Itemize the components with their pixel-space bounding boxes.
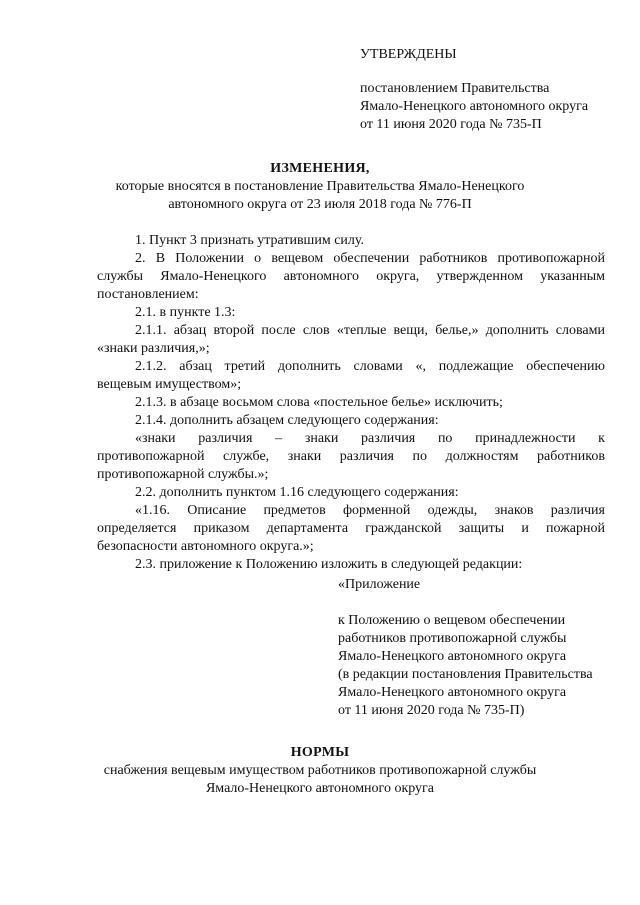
appendix-line: от 11 июня 2020 года № 735-П) <box>338 703 525 718</box>
approval-line: постановлением Правительства <box>360 81 550 96</box>
norms-subtitle: снабжения вещевым имуществом работников противопожарной службы <box>103 763 537 778</box>
quote-1-cont: противопожарной службе, знаки различия по должностям работников <box>97 449 605 464</box>
paragraph-2-1-1-cont: «знаки различия,»; <box>97 341 210 356</box>
paragraph-2-3: 2.3. приложение к Положению изложить в следующей редакции: <box>135 557 523 572</box>
norms-title: НОРМЫ <box>290 745 350 760</box>
changes-title: ИЗМЕНЕНИЯ, <box>270 161 370 176</box>
paragraph-2-1: 2.1. в пункте 1.3: <box>135 305 236 320</box>
appendix-line: работников противопожарной службы <box>338 631 567 646</box>
paragraph-2-1-2: 2.1.2. абзац третий дополнить словами «, подлежащие обеспечению <box>135 359 605 374</box>
paragraph-2-1-1: 2.1.1. абзац второй после слов «теплые вещи, белье,» дополнить словами <box>135 323 605 338</box>
approval-line: от 11 июня 2020 года № 735-П <box>360 117 542 132</box>
changes-subtitle: автономного округа от 23 июля 2018 года № 776-П <box>168 197 472 212</box>
appendix-line: к Положению о вещевом обеспечении <box>338 613 566 628</box>
quote-1: «знаки различия – знаки различия по принадлежности к <box>135 431 605 446</box>
appendix-line: Ямало-Ненецкого автономного округа <box>338 685 567 700</box>
appendix-line: (в редакции постановления Правительства <box>338 667 593 682</box>
changes-subtitle: которые вносятся в постановление Правительства Ямало-Ненецкого <box>115 179 525 194</box>
norms-subtitle: Ямало-Ненецкого автономного округа <box>205 781 435 796</box>
paragraph-2-cont: постановлением: <box>97 287 199 302</box>
approval-line: Ямало-Ненецкого автономного округа <box>360 99 589 114</box>
paragraph-2: 2. В Положении о вещевом обеспечении работников противопожарной <box>135 251 605 266</box>
paragraph-2-1-2-cont: вещевым имуществом»; <box>97 377 242 392</box>
paragraph-1: 1. Пункт 3 признать утратившим силу. <box>135 233 364 248</box>
quote-2-cont: безопасности автономного округа.»; <box>97 539 314 554</box>
approval-title: УТВЕРЖДЕНЫ <box>360 47 457 62</box>
appendix-title: «Приложение <box>338 577 421 592</box>
paragraph-2-1-3: 2.1.3. в абзаце восьмом слова «постельное белье» исключить; <box>135 395 503 410</box>
quote-2: «1.16. Описание предметов форменной одежды, знаков различия <box>135 503 605 518</box>
paragraph-2-cont: службы Ямало-Ненецкого автономного округа, утвержденном указанным <box>97 269 605 284</box>
quote-2-cont: определяется приказом департамента гражданской защиты и пожарной <box>97 521 605 536</box>
paragraph-2-1-4: 2.1.4. дополнить абзацем следующего содержания: <box>135 413 439 428</box>
paragraph-2-2: 2.2. дополнить пунктом 1.16 следующего содержания: <box>135 485 459 500</box>
quote-1-cont: противопожарной службы.»; <box>97 467 269 482</box>
appendix-line: Ямало-Ненецкого автономного округа <box>338 649 567 664</box>
